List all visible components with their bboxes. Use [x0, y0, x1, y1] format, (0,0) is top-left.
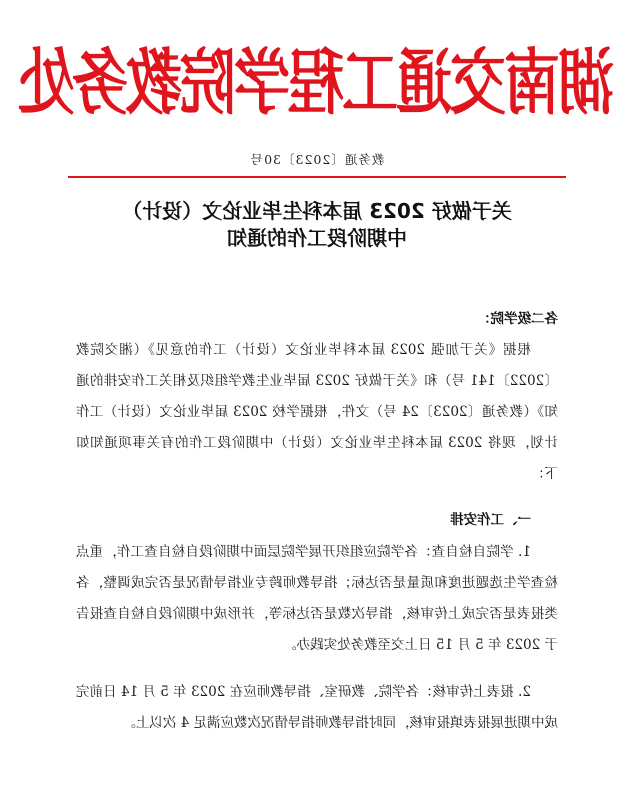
item-self-inspection: 1. 学院自检自查：各学院应组织开展学院层面中期阶段自检自查工作，重点检查学生选题进度和质量是否达标；指导教师跨专业指导情况是否完成调整，各类报表是否完成上传审核，指导次数是否达标等，并形成中期阶段自检自查报告于 2023 年 5 月 15 日上交至教务处实践办。	[76, 544, 558, 653]
document-title-line-2: 中期阶段工作的通知	[227, 226, 407, 250]
item-report-upload: 2. 报表上传审核：各学院、教研室、指导教师应在 2023 年 5 月 14 日前完成中期进展报表填报审核，同时指导教师指导情况次数应满足 4 次以上。	[76, 684, 558, 731]
section-heading-work-arrangement: 一、工作安排	[450, 512, 531, 528]
masthead-title: 湖南交通工程学院教务处	[20, 40, 614, 126]
document-number: 教务通〔2023〕30号	[249, 152, 385, 167]
document-title-line-1: 关于做好 2023 届本科生毕业论文（设计）	[122, 199, 512, 223]
document-title	[72, 198, 562, 252]
intro-paragraph: 根据《关于加强 2023 届本科毕业论文（设计）工作的意见》（湘交院教〔2022〕141 号）和《关于做好 2023 届毕业生教学组织及相关工作安排的通知》（教务通〔2023〕24 号）文件，根据学校 2023 届毕业论文（设计）工作计划，现将 2023 届本科生毕业论文（设计）中期阶段工作的有关事项通知如下：	[76, 342, 558, 482]
red-divider-line	[68, 176, 566, 178]
salutation: 各二级学院：	[477, 311, 558, 327]
